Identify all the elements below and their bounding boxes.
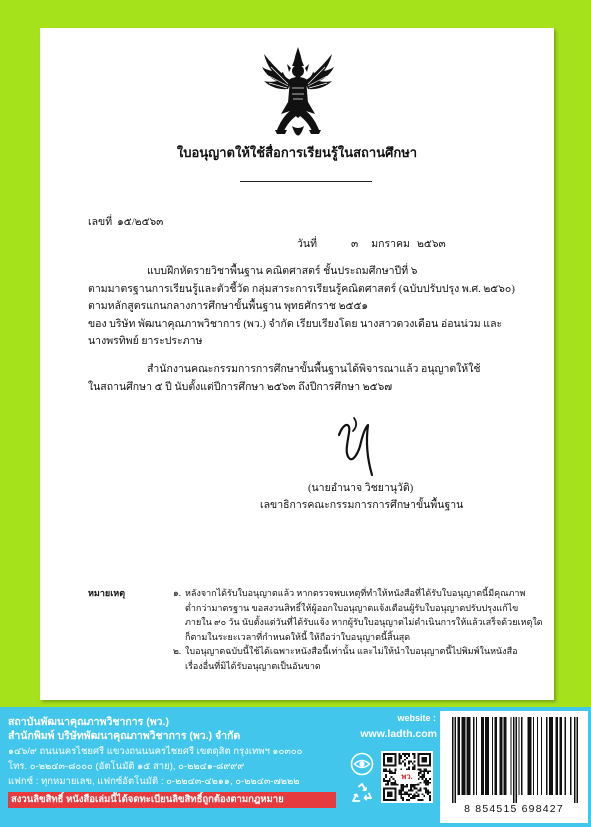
qr-module <box>387 770 389 772</box>
qr-logo: พว. <box>396 770 418 784</box>
qr-module <box>414 793 416 795</box>
qr-module <box>419 799 421 801</box>
qr-module <box>400 797 402 799</box>
qr-module <box>423 772 425 774</box>
qr-module <box>421 776 423 778</box>
barcode-bar <box>467 717 471 795</box>
qr-module <box>414 761 416 763</box>
remark-number: ๒. <box>173 646 182 656</box>
qr-module <box>418 793 420 795</box>
qr-module <box>421 799 423 801</box>
qr-module <box>421 778 423 780</box>
qr-module <box>427 772 429 774</box>
qr-module <box>402 753 404 755</box>
qr-module <box>423 795 425 797</box>
qr-module <box>412 766 414 768</box>
qr-module <box>391 770 393 772</box>
qr-module <box>418 768 420 770</box>
qr-module <box>404 765 406 767</box>
website-label: website : <box>397 713 436 723</box>
date-day: ๓ <box>351 239 359 250</box>
qr-module <box>402 793 404 795</box>
qr-module <box>419 768 421 770</box>
document-number-value: ๑๕/๒๕๖๓ <box>117 217 164 228</box>
qr-module <box>410 789 412 791</box>
signer-position: เลขาธิการคณะกรรมการการศึกษาขั้นพื้นฐาน <box>260 500 464 511</box>
qr-module <box>412 753 414 755</box>
qr-module <box>387 784 389 786</box>
qr-module <box>389 772 391 774</box>
qr-module <box>398 755 400 757</box>
qr-module <box>402 788 404 790</box>
qr-module <box>425 789 427 791</box>
qr-module <box>393 784 395 786</box>
qr-module <box>418 799 420 801</box>
qr-module <box>408 795 410 797</box>
paragraph-line: ในสถานศึกษา ๕ ปี นับตั้งแต่ปีการศึกษา ๒๕๖๓ ถึงปีการศึกษา ๒๕๖๗ <box>88 381 393 393</box>
qr-module <box>400 788 402 790</box>
qr-module <box>383 780 385 782</box>
qr-module <box>391 782 393 784</box>
barcode-bar <box>549 717 553 795</box>
remark-line: ภายใน ๙๐ วัน นับตั้งแต่วันที่ได้รับแจ้ง หากผู้รับใบอนุญาตไม่ดำเนินการให้แล้วเสร็จด้วยเหตุใด <box>185 617 543 627</box>
website-link[interactable]: www.ladth.com <box>360 728 437 740</box>
qr-module <box>410 761 412 763</box>
qr-module <box>398 793 400 795</box>
barcode-bar <box>504 717 507 795</box>
qr-finder <box>421 757 427 763</box>
permit-document <box>40 28 554 700</box>
remark-line: หลังจากได้รับใบอนุญาตแล้ว หากตรวจพบเหตุที่ทำให้หนังสือที่ได้รับใบอนุญาตนี้มีคุณภาพ <box>185 588 526 598</box>
qr-module <box>419 788 421 790</box>
garuda-body <box>262 47 334 136</box>
qr-module <box>410 784 412 786</box>
qr-module <box>404 793 406 795</box>
barcode-bar <box>513 717 514 803</box>
qr-module <box>425 780 427 782</box>
qr-module <box>393 778 395 780</box>
qr-code[interactable] <box>381 751 433 803</box>
qr-module <box>404 763 406 765</box>
remark-line: ใบอนุญาตฉบับนี้ใช้ได้เฉพาะหนังสือนี้เท่านั้น และไม่ให้นำใบอนุญาตนี้ไปพิมพ์ในหนังสือ <box>185 646 518 656</box>
barcode-bar <box>555 717 558 795</box>
qr-module <box>387 782 389 784</box>
qr-module <box>427 770 429 772</box>
qr-module <box>412 784 414 786</box>
qr-module <box>419 789 421 791</box>
qr-module <box>419 772 421 774</box>
qr-module <box>423 774 425 776</box>
barcode-number: 8 854515 698427 <box>464 803 564 815</box>
permit-paragraph-1 <box>88 263 546 351</box>
qr-module <box>419 776 421 778</box>
qr-module <box>429 797 431 799</box>
qr-module <box>414 795 416 797</box>
qr-module <box>416 795 418 797</box>
qr-module <box>414 788 416 790</box>
paragraph-line: ตามหลักสูตรแกนกลางการศึกษาขั้นพื้นฐาน พุทธศักราช ๒๕๕๑ <box>88 301 369 313</box>
qr-module <box>414 757 416 759</box>
publisher-fax: แฟกซ์ : ทุกหมายเลข, แฟกซ์อัตโนมัติ : ๐-๒๒๔๓-๔๒๑๑, ๐-๒๒๔๓-๗๒๒๒ <box>8 776 300 787</box>
barcode-bar <box>565 717 566 795</box>
qr-module <box>398 757 400 759</box>
paragraph-line: นางพรทิพย์ ยาระประภาษ <box>88 336 203 348</box>
paragraph-line: สำนักงานคณะกรรมการการศึกษาขั้นพื้นฐานได้พิจารณาแล้ว อนุญาตให้ใช้ <box>147 364 481 375</box>
qr-module <box>423 770 425 772</box>
signer-name: (นายอำนาจ วิชยานุวัติ) <box>308 483 414 494</box>
qr-module <box>427 782 429 784</box>
qr-module <box>400 791 402 793</box>
qr-module <box>429 778 431 780</box>
qr-module <box>429 795 431 797</box>
qr-module <box>429 799 431 801</box>
qr-module <box>404 755 406 757</box>
qr-finder <box>387 757 393 763</box>
qr-module <box>414 786 416 788</box>
qr-module <box>427 780 429 782</box>
qr-module <box>398 791 400 793</box>
qr-module <box>418 784 420 786</box>
qr-module <box>404 791 406 793</box>
qr-module <box>404 753 406 755</box>
permit-paragraph-2 <box>88 361 546 396</box>
qr-module <box>406 791 408 793</box>
qr-module <box>421 774 423 776</box>
qr-module <box>414 784 416 786</box>
qr-module <box>408 761 410 763</box>
barcode-bar <box>492 717 493 795</box>
barcode-bars <box>452 717 578 803</box>
qr-module <box>421 793 423 795</box>
barcode-bar <box>528 717 532 795</box>
qr-module <box>385 776 387 778</box>
qr-module <box>402 784 404 786</box>
qr-module <box>391 784 393 786</box>
qr-module <box>404 786 406 788</box>
qr-module <box>414 753 416 755</box>
qr-module <box>423 776 425 778</box>
qr-module <box>383 768 385 770</box>
remark-item <box>173 586 551 644</box>
qr-module <box>418 789 420 791</box>
barcode-bar <box>500 717 503 795</box>
qr-module <box>402 797 404 799</box>
barcode-bar <box>521 717 522 795</box>
barcode-bar <box>546 717 547 795</box>
qr-module <box>425 770 427 772</box>
qr-module <box>389 778 391 780</box>
date-year: ๒๕๖๓ <box>416 239 446 250</box>
qr-module <box>396 784 398 786</box>
qr-module <box>400 789 402 791</box>
qr-module <box>391 776 393 778</box>
qr-module <box>385 784 387 786</box>
qr-module <box>427 793 429 795</box>
qr-module <box>389 770 391 772</box>
qr-module <box>410 797 412 799</box>
qr-module <box>400 763 402 765</box>
publisher-name: สำนักพิมพ์ บริษัทพัฒนาคุณภาพวิชาการ (พว.) จำกัด <box>8 730 241 742</box>
qr-module <box>412 763 414 765</box>
barcode-bar <box>574 717 575 803</box>
qr-module <box>423 782 425 784</box>
qr-module <box>412 789 414 791</box>
document-number-label: เลขที่ <box>88 217 113 228</box>
remark-line: ก็ตามในระยะเวลาที่กำหนดให้นี้ ให้ถือว่าใบอนุญาตนี้สิ้นสุด <box>185 631 411 642</box>
barcode-bar <box>570 717 571 795</box>
remark-item <box>173 644 551 673</box>
qr-module <box>385 780 387 782</box>
signature <box>333 413 385 479</box>
date-month: มกราคม <box>371 239 410 250</box>
qr-module <box>393 782 395 784</box>
qr-module <box>425 784 427 786</box>
barcode-bar <box>452 717 453 803</box>
qr-module <box>427 789 429 791</box>
qr-module <box>385 774 387 776</box>
qr-module <box>419 770 421 772</box>
qr-module <box>398 761 400 763</box>
remark-line: ต่ำกว่ามาตรฐาน ขอสงวนสิทธิ์ให้ผู้ออกใบอนุญาตแจ้งเตือนผู้รับใบอนุญาตปรับปรุงแก้ไข <box>185 602 519 613</box>
qr-finder <box>387 791 393 797</box>
remark-line: เรื่องอื่นที่มิได้รับอนุญาตเป็นอันขาด <box>185 660 321 671</box>
qr-module <box>425 791 427 793</box>
qr-module <box>406 753 408 755</box>
barcode-bar <box>457 717 460 795</box>
qr-module <box>402 761 404 763</box>
remarks-label: หมายเหตุ <box>88 588 126 598</box>
qr-module <box>414 755 416 757</box>
eye-icon <box>350 752 374 776</box>
qr-module <box>385 768 387 770</box>
paragraph-line: ของ บริษัท พัฒนาคุณภาพวิชาการ (พว.) จำกัด เรียบเรียงโดย นางสาวดวงเดือน อ่อนน่วม และ <box>88 318 503 330</box>
garuda-emblem <box>261 46 335 146</box>
qr-module <box>412 797 414 799</box>
recycle-icon <box>350 781 374 805</box>
qr-module <box>416 788 418 790</box>
qr-module <box>406 757 408 759</box>
qr-module <box>385 770 387 772</box>
qr-module <box>391 772 393 774</box>
document-number <box>88 214 308 232</box>
qr-module <box>412 786 414 788</box>
qr-module <box>414 797 416 799</box>
qr-module <box>427 791 429 793</box>
qr-module <box>398 763 400 765</box>
barcode-bar <box>537 717 538 795</box>
qr-module <box>402 789 404 791</box>
document-title: ใบอนุญาตให้ใช้สื่อการเรียนรู้ในสถานศึกษา <box>176 145 418 160</box>
qr-module <box>425 778 427 780</box>
qr-module <box>406 784 408 786</box>
qr-module <box>404 759 406 761</box>
qr-module <box>423 780 425 782</box>
qr-module <box>406 799 408 801</box>
barcode-bar <box>473 717 474 795</box>
barcode-bar <box>533 717 534 795</box>
qr-module <box>410 786 412 788</box>
qr-module <box>387 780 389 782</box>
barcode-bar <box>516 717 517 803</box>
paragraph-line: แบบฝึกหัดรายวิชาพื้นฐาน คณิตศาสตร์ ชั้นประถมศึกษาปีที่ ๖ <box>147 266 418 277</box>
qr-module <box>400 757 402 759</box>
qr-module <box>423 768 425 770</box>
qr-module <box>393 772 395 774</box>
paragraph-line: ตามมาตรฐานการเรียนรู้และตัวชี้วัด กลุ่มสาระการเรียนรู้คณิตศาสตร์ (ฉบับปรับปรุง พ.ศ. ๒๕๖๐) <box>88 283 515 295</box>
qr-module <box>421 770 423 772</box>
publisher-phone: โทร. ๐-๒๒๔๓-๘๐๐๐ (อัตโนมัติ ๑๕ สาย), ๐-๒๒๔๑-๘๙๙๙ <box>8 761 245 772</box>
qr-module <box>418 795 420 797</box>
qr-module <box>389 768 391 770</box>
qr-module <box>423 788 425 790</box>
qr-module <box>398 753 400 755</box>
qr-module <box>416 784 418 786</box>
qr-module <box>389 780 391 782</box>
qr-module <box>410 788 412 790</box>
qr-module <box>406 793 408 795</box>
barcode-bar <box>510 717 511 795</box>
publisher-footer <box>0 707 591 827</box>
title-underline <box>240 181 372 182</box>
qr-module <box>383 778 385 780</box>
qr-module <box>408 755 410 757</box>
qr-module <box>429 770 431 772</box>
barcode-bar <box>481 717 484 795</box>
qr-module <box>383 770 385 772</box>
barcode-bar <box>485 717 489 795</box>
remark-number: ๑. <box>173 588 181 598</box>
barcode-bar <box>541 717 542 795</box>
qr-module <box>408 763 410 765</box>
barcode <box>440 711 588 823</box>
qr-module <box>400 786 402 788</box>
qr-module <box>402 799 404 801</box>
barcode-bar <box>518 717 519 795</box>
publisher-address: ๑๔๖/๙ ถนนนครไชยศรี แขวงถนนนครไชยศรี เขตดุสิต กรุงเทพฯ ๑๐๓๐๐ <box>8 746 303 757</box>
qr-module <box>410 793 412 795</box>
barcode-bar <box>461 717 465 795</box>
qr-module <box>425 782 427 784</box>
qr-module <box>398 789 400 791</box>
remarks-list <box>173 586 551 673</box>
qr-module <box>408 753 410 755</box>
qr-module <box>408 766 410 768</box>
qr-module <box>429 782 431 784</box>
remark-text <box>185 586 551 644</box>
qr-module <box>425 768 427 770</box>
qr-module <box>400 784 402 786</box>
qr-module <box>398 759 400 761</box>
copyright-notice: สงวนลิขสิทธิ์ หนังสือเล่มนี้ได้จดทะเบียนลิขสิทธิ์ถูกต้องตามกฎหมาย <box>8 792 336 808</box>
qr-module <box>412 795 414 797</box>
barcode-bar <box>577 717 578 803</box>
qr-module <box>406 786 408 788</box>
qr-module <box>408 793 410 795</box>
qr-module <box>429 791 431 793</box>
qr-module <box>402 786 404 788</box>
qr-module <box>400 793 402 795</box>
qr-module <box>408 789 410 791</box>
barcode-bar <box>559 717 562 795</box>
date-label: วันที่ <box>297 239 317 250</box>
qr-module <box>419 782 421 784</box>
barcode-bar <box>494 717 497 795</box>
barcode-bar <box>476 717 477 795</box>
qr-module <box>408 799 410 801</box>
qr-module <box>414 766 416 768</box>
barcode-bar <box>455 717 456 803</box>
qr-module <box>427 784 429 786</box>
qr-module <box>425 788 427 790</box>
qr-module <box>416 791 418 793</box>
document-date <box>297 236 542 254</box>
remark-text <box>185 644 551 673</box>
qr-module <box>395 784 397 786</box>
institute-name: สถาบันพัฒนาคุณภาพวิชาการ (พว.) <box>8 716 169 728</box>
qr-module <box>400 795 402 797</box>
qr-module <box>400 755 402 757</box>
qr-module <box>414 765 416 767</box>
